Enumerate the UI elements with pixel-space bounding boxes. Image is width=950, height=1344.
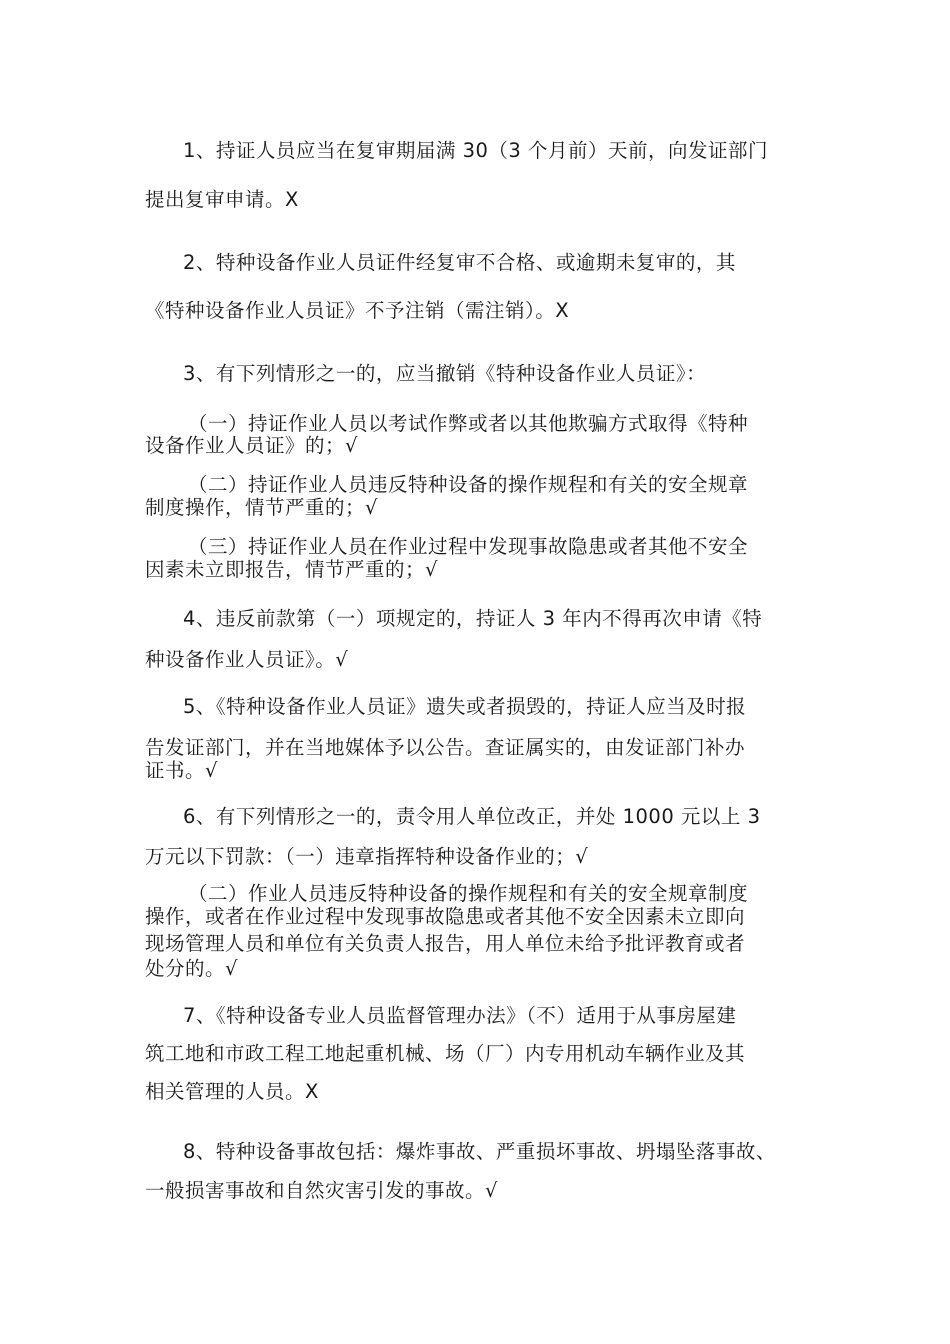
item-6-sub-2-line-3: 现场管理人员和单位有关负责人报告，用人单位未给予批评教育或者: [145, 932, 746, 955]
item-8-line-1: 8、特种设备事故包括：爆炸事故、严重损坏事故、坍塌坠落事故、: [183, 1140, 776, 1163]
item-1-line-1: 1、持证人员应当在复审期届满 30（3 个月前）天前，向发证部门: [183, 139, 769, 162]
item-7-line-1: 7、《特种设备专业人员监督管理办法》（不）适用于从事房屋建: [183, 1004, 737, 1027]
item-7-line-2: 筑工地和市政工程工地起重机械、场（厂）内专用机动车辆作业及其: [145, 1042, 746, 1065]
sub-3-line-2: 因素未立即报告，情节严重的；√: [145, 558, 438, 581]
item-3-line-1: 3、有下列情形之一的，应当撤销《特种设备作业人员证》：: [183, 362, 707, 385]
item-6-sub-2-line-2: 操作，或者在作业过程中发现事故隐患或者其他不安全因素未立即向: [145, 905, 746, 928]
sub-1-line-1: （一）持证作业人员以考试作弊或者以其他欺骗方式取得《特种: [188, 412, 749, 435]
item-5-line-1: 5、《特种设备作业人员证》遗失或者损毁的，持证人应当及时报: [183, 695, 747, 718]
item-7-line-3: 相关管理的人员。X: [145, 1080, 319, 1103]
item-6-sub-2-line-1: （二）作业人员违反特种设备的操作规程和有关的安全规章制度: [188, 882, 749, 905]
sub-3-line-1: （三）持证作业人员在作业过程中发现事故隐患或者其他不安全: [188, 535, 749, 558]
item-8-line-2: 一般损害事故和自然灾害引发的事故。√: [145, 1179, 498, 1202]
item-5-line-3: 证书。√: [145, 759, 218, 782]
item-4-line-2: 种设备作业人员证》。√: [145, 648, 349, 671]
item-6-line-2: 万元以下罚款：（一）违章指挥特种设备作业的；√: [145, 845, 589, 868]
sub-1-line-2: 设备作业人员证》的；√: [145, 434, 358, 457]
item-2-line-2: 《特种设备作业人员证》不予注销（需注销）。X: [145, 299, 570, 322]
item-5-line-2: 告发证部门，并在当地媒体予以公告。查证属实的，由发证部门补办: [145, 736, 746, 759]
sub-2-line-2: 制度操作，情节严重的；√: [145, 496, 378, 519]
item-6-line-1: 6、有下列情形之一的，责令用人单位改正，并处 1000 元以上 3: [183, 805, 761, 828]
item-4-line-1: 4、违反前款第（一）项规定的，持证人 3 年内不得再次申请《特: [183, 607, 763, 630]
item-1-line-2: 提出复审申请。X: [145, 188, 299, 211]
item-6-sub-2-line-4: 处分的。√: [145, 957, 238, 980]
item-2-line-1: 2、特种设备作业人员证件经复审不合格、或逾期未复审的，其: [183, 251, 736, 274]
sub-2-line-1: （二）持证作业人员违反特种设备的操作规程和有关的安全规章: [188, 473, 749, 496]
